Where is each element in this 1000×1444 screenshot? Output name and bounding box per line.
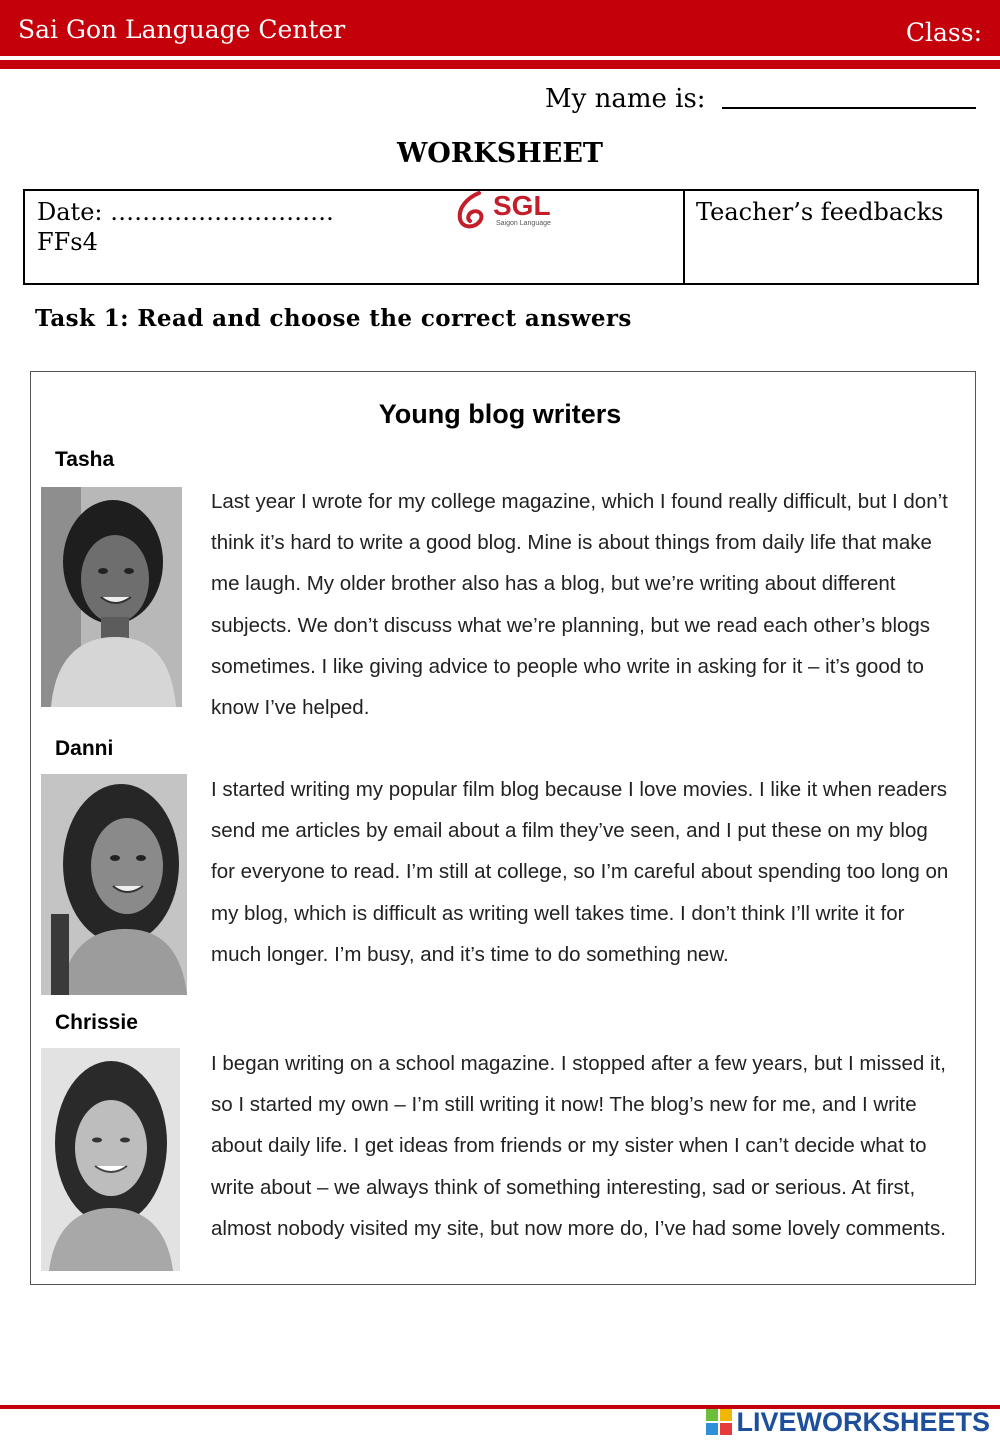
paragraph-line: much longer. I’m busy, and it’s time to do something new. bbox=[211, 942, 729, 966]
logo-text: SGL bbox=[493, 190, 551, 221]
person-photo-icon bbox=[41, 487, 182, 707]
name-label: My name is: bbox=[545, 84, 706, 114]
teacher-feedback-label: Teacher’s feedbacks bbox=[696, 198, 944, 226]
photo-tasha bbox=[41, 487, 182, 707]
paragraph-line: I began writing on a school magazine. I stopped after a few years, but I missed it, bbox=[211, 1052, 946, 1075]
person-name-danni: Danni bbox=[55, 737, 114, 760]
paragraph-chrissie bbox=[211, 1043, 971, 1249]
class-label: Class: bbox=[905, 18, 982, 47]
paragraph-line: send me articles by email about a film they’ve seen, and I put these on my blog bbox=[211, 819, 928, 843]
task-1-title: Task 1: Read and choose the correct answers bbox=[35, 305, 632, 332]
paragraph-line: my blog, which is difficult as writing well takes time. I don’t think I’ll write it for bbox=[211, 901, 905, 925]
paragraph-line: write about – we always think of something interesting, sad or serious. At first, bbox=[211, 1175, 916, 1199]
school-name: Sai Gon Language Center bbox=[18, 15, 346, 44]
liveworksheets-brand[interactable] bbox=[706, 1404, 990, 1440]
paragraph-line: me laugh. My older brother also has a blog, but we’re writing about different bbox=[211, 572, 896, 596]
paragraph-line: think it’s hard to write a good blog. Mine is about things from daily life that make bbox=[211, 531, 932, 555]
info-table-divider bbox=[683, 189, 685, 283]
person-name-tasha: Tasha bbox=[55, 448, 115, 471]
person-photo-icon bbox=[41, 1048, 180, 1271]
paragraph-line: sometimes. I like giving advice to people who write in asking for it – it’s good to bbox=[211, 654, 924, 678]
paragraph-line: subjects. We don’t discuss what we’re planning, but we read each other’s blogs bbox=[211, 613, 931, 637]
paragraph-line: about daily life. I get ideas from friends or my sister when I can’t decide what to bbox=[211, 1134, 927, 1158]
name-blank-line[interactable] bbox=[722, 107, 976, 109]
paragraph-tasha bbox=[211, 481, 971, 728]
person-photo-icon bbox=[41, 774, 187, 995]
liveworksheets-text: LIVEWORKSHEETS bbox=[736, 1406, 990, 1437]
sgl-logo bbox=[455, 190, 565, 234]
paragraph-line: know I’ve helped. bbox=[211, 695, 370, 719]
level-code: FFs4 bbox=[37, 228, 98, 256]
photo-chrissie bbox=[41, 1048, 180, 1271]
paragraph-line: so I started my own – I’m still writing it now! The blog’s new for me, and I write bbox=[211, 1093, 917, 1117]
person-name-chrissie: Chrissie bbox=[55, 1011, 138, 1034]
paragraph-line: I started writing my popular film blog because I love movies. I like it when readers bbox=[211, 778, 948, 801]
sgl-swoosh-icon bbox=[455, 190, 495, 232]
photo-danni bbox=[41, 774, 187, 995]
header-rule bbox=[0, 60, 1000, 69]
paragraph-danni bbox=[211, 769, 971, 975]
reading-title: Young blog writers bbox=[378, 399, 622, 429]
date-label: Date: ………………………. bbox=[37, 198, 334, 226]
logo-subtitle: Saigon Language bbox=[496, 220, 551, 227]
paragraph-line: for everyone to read. I’m still at college, so I’m careful about spending too long on bbox=[211, 860, 949, 884]
liveworksheets-logo-icon bbox=[706, 1409, 732, 1435]
worksheet-title: WORKSHEET bbox=[396, 138, 603, 169]
paragraph-line: almost nobody visited my site, but now more do, I’ve had some lovely comments. bbox=[211, 1216, 946, 1240]
paragraph-line: Last year I wrote for my college magazine, which I found really difficult, but I don’t bbox=[211, 490, 948, 513]
